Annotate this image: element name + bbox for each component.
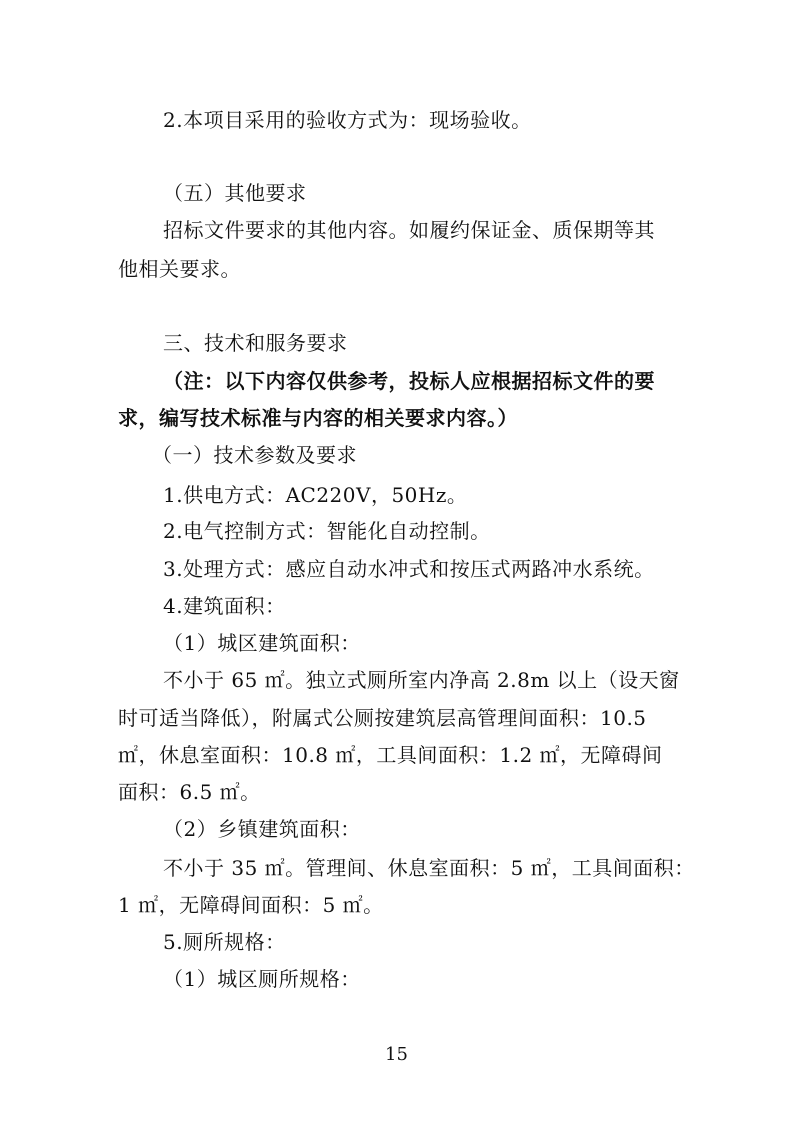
acceptance-method-line: 2.本项目采用的验收方式为：现场验收。 xyxy=(163,108,532,132)
toilet-specification-heading: 5.厕所规格： xyxy=(163,930,286,954)
township-building-area-heading: （2）乡镇建筑面积： xyxy=(163,817,361,841)
processing-method-line: 3.处理方式：感应自动水冲式和按压式两路冲水系统。 xyxy=(163,557,655,581)
township-area-text-line-2: 1 ㎡，无障碍间面积：5 ㎡。 xyxy=(118,893,384,917)
technical-parameters-heading: （一）技术参数及要求 xyxy=(152,443,357,467)
township-area-text-line-1: 不小于 35 ㎡。管理间、休息室面积：5 ㎡，工具间面积： xyxy=(163,856,695,880)
building-area-heading: 4.建筑面积： xyxy=(163,594,286,618)
urban-area-text-line-2: 时可适当降低），附属式公厕按建筑层高管理间面积：10.5 xyxy=(118,706,647,730)
page-number: 15 xyxy=(385,1044,408,1065)
electrical-control-line: 2.电气控制方式：智能化自动控制。 xyxy=(163,519,491,543)
note-line-2: 求，编写技术标准与内容的相关要求内容。） xyxy=(118,406,518,430)
section-technical-service-heading: 三、技术和服务要求 xyxy=(163,331,348,355)
urban-area-text-line-4: 面积：6.5 ㎡。 xyxy=(118,780,261,804)
urban-area-text-line-3: ㎡，休息室面积：10.8 ㎡，工具间面积：1.2 ㎡，无障碍间 xyxy=(118,743,663,767)
other-requirements-text-line-1: 招标文件要求的其他内容。如履约保证金、质保期等其 xyxy=(163,218,655,242)
section-other-requirements-heading: （五）其他要求 xyxy=(163,181,307,205)
urban-area-text-line-1: 不小于 65 ㎡。独立式厕所室内净高 2.8m 以上（设天窗 xyxy=(163,668,680,692)
urban-toilet-specification-heading: （1）城区厕所规格： xyxy=(163,967,361,991)
note-line-1: （注：以下内容仅供参考，投标人应根据招标文件的要 xyxy=(163,369,655,393)
power-supply-line: 1.供电方式：AC220V，50Hz。 xyxy=(163,483,468,507)
urban-building-area-heading: （1）城区建筑面积： xyxy=(163,631,361,655)
other-requirements-text-line-2: 他相关要求。 xyxy=(118,257,241,281)
